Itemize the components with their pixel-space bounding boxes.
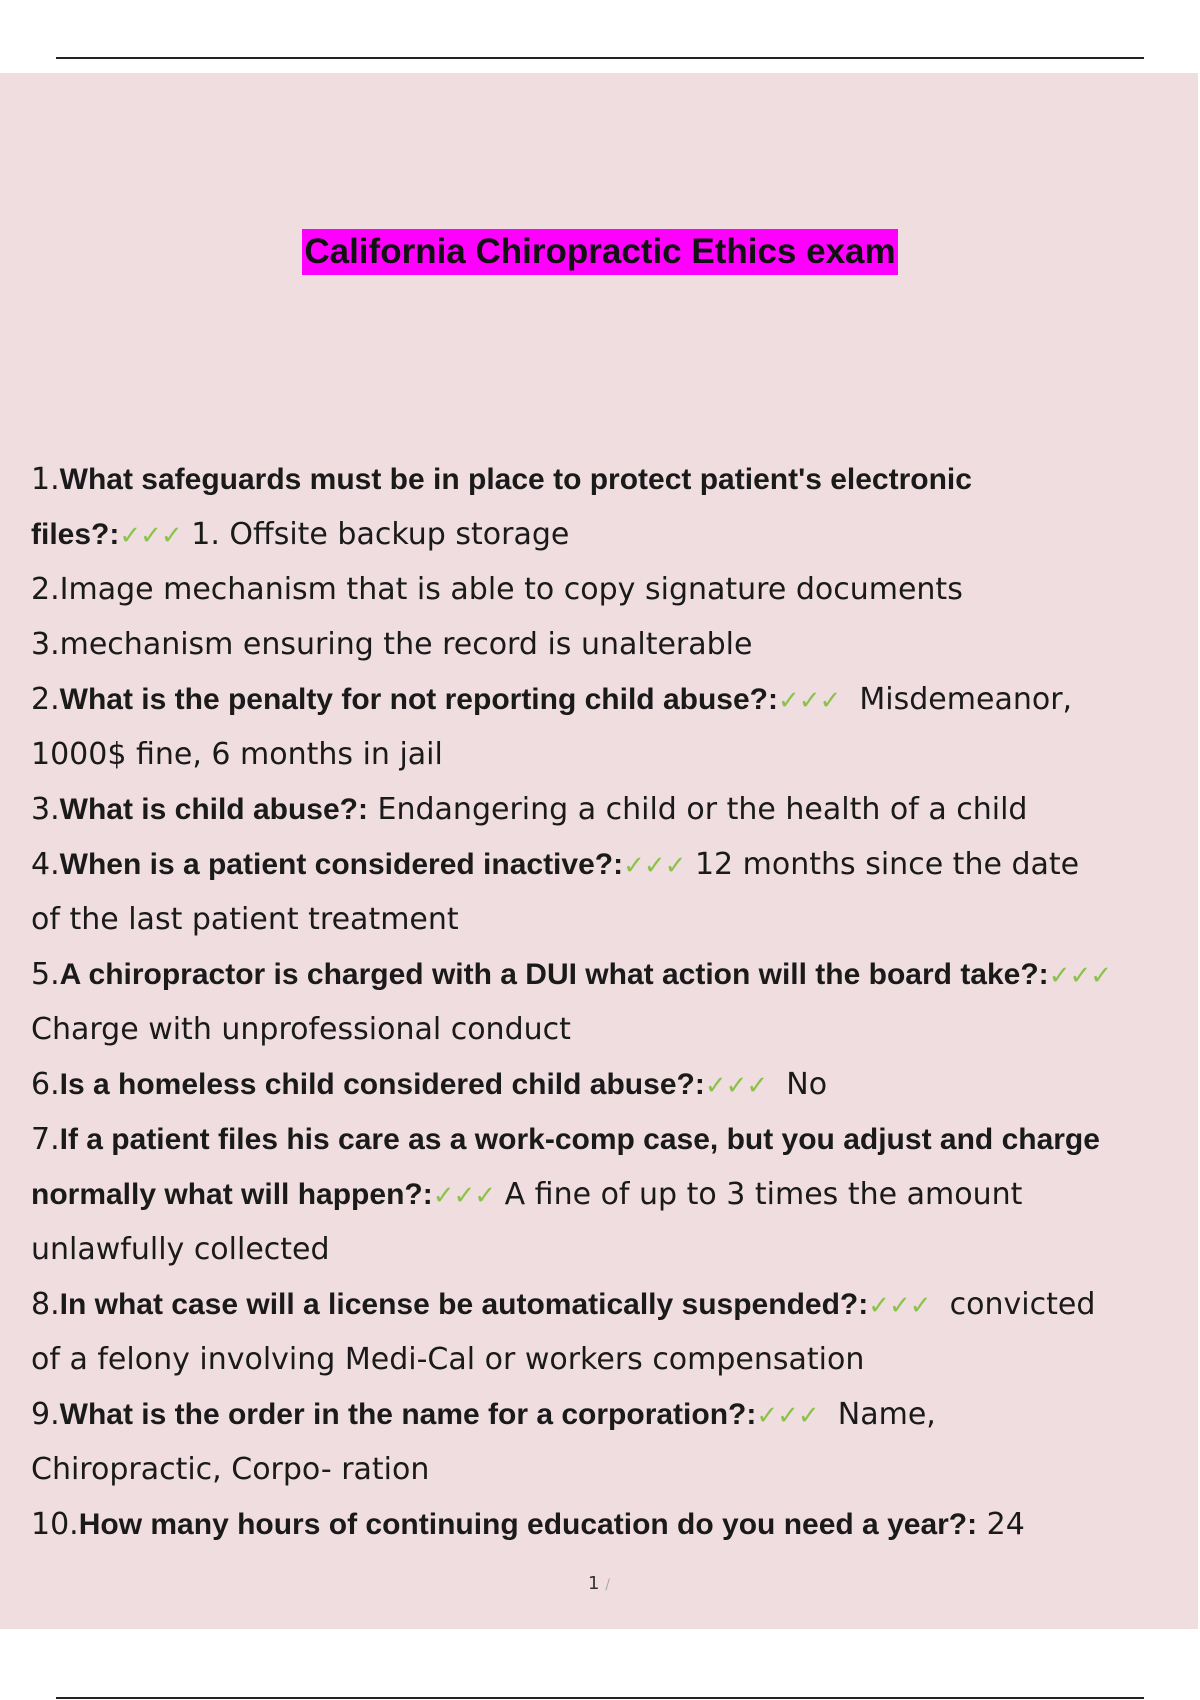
- question-text: Is a homeless child considered child abuse?:: [59, 1068, 705, 1101]
- item-number: 9.: [31, 1397, 60, 1432]
- answer-text: mechanism ensuring the record is unalterable: [59, 627, 753, 662]
- item-number: 2.: [31, 682, 60, 717]
- text-line: [31, 1387, 1181, 1442]
- answer-text: 1. Offsite backup storage: [181, 517, 570, 552]
- text-line: [31, 507, 1181, 562]
- answer-text: Charge with unprofessional conduct: [31, 1012, 571, 1047]
- text-line: [31, 1112, 1181, 1167]
- item-number: 2.: [31, 572, 60, 607]
- text-line: [31, 1167, 1181, 1222]
- text-line: [31, 452, 1181, 507]
- question-text: When is a patient considered inactive?:: [59, 848, 624, 881]
- text-line: [31, 782, 1181, 837]
- answer-text: A fine of up to 3 times the amount: [495, 1177, 1023, 1212]
- question-text: normally what will happen?:: [31, 1178, 433, 1211]
- text-line: [31, 837, 1181, 892]
- checkmark-icon: ✓✓✓: [623, 851, 686, 881]
- item-number: 6.: [31, 1067, 60, 1102]
- checkmark-icon: ✓✓✓: [756, 1401, 819, 1431]
- document-title: California Chiropractic Ethics exam: [302, 229, 897, 275]
- text-line: [31, 1057, 1181, 1112]
- top-rule: [56, 57, 1144, 59]
- page-number-value: 1: [588, 1573, 600, 1594]
- question-text: What is the penalty for not reporting child abuse?:: [59, 683, 778, 716]
- question-text: If a patient files his care as a work-comp case, but you adjust and charge: [59, 1123, 1100, 1156]
- text-line: [31, 892, 1181, 947]
- item-number: 1.: [31, 462, 60, 497]
- question-text: What is child abuse?:: [59, 793, 368, 826]
- item-number: 4.: [31, 847, 60, 882]
- text-line: [31, 1277, 1181, 1332]
- text-line: [31, 1497, 1181, 1552]
- answer-text: No: [767, 1067, 828, 1102]
- question-text: What is the order in the name for a corporation?:: [59, 1398, 757, 1431]
- checkmark-icon: ✓✓✓: [119, 521, 182, 551]
- answer-text: 12 months since the date: [685, 847, 1080, 882]
- checkmark-icon: ✓✓✓: [432, 1181, 496, 1211]
- question-text: A chiropractor is charged with a DUI what action will the board take?:: [59, 958, 1049, 991]
- question-text: How many hours of continuing education do you need a year?:: [78, 1508, 978, 1541]
- text-line: [31, 1332, 1181, 1387]
- question-text: files?:: [31, 518, 120, 551]
- question-list: [31, 452, 1181, 1552]
- answer-text: Image mechanism that is able to copy signature documents: [59, 572, 963, 607]
- answer-text: 24: [977, 1507, 1025, 1542]
- title-container: [0, 229, 1198, 275]
- text-line: [31, 727, 1181, 782]
- item-number: 3.: [31, 627, 60, 662]
- answer-text: of a felony involving Medi-Cal or workers compensation: [31, 1342, 865, 1377]
- question-text: What safeguards must be in place to protect patient's electronic: [59, 463, 972, 496]
- text-line: [31, 617, 1181, 672]
- answer-text: 1000$ fine, 6 months in jail: [31, 737, 443, 772]
- question-text: In what case will a license be automatically suspended?:: [59, 1288, 869, 1321]
- item-number: 3.: [31, 792, 60, 827]
- checkmark-icon: ✓✓✓: [704, 1071, 768, 1101]
- text-line: [31, 1002, 1181, 1057]
- answer-text: of the last patient treatment: [31, 902, 459, 937]
- page-number-slash: /: [605, 1577, 610, 1593]
- answer-text: Endangering a child or the health of a child: [368, 792, 1028, 827]
- text-line: [31, 562, 1181, 617]
- item-number: 10.: [31, 1507, 79, 1542]
- item-number: 8.: [31, 1287, 60, 1322]
- checkmark-icon: ✓✓✓: [868, 1291, 931, 1321]
- answer-text: Name,: [818, 1397, 936, 1432]
- text-line: [31, 947, 1181, 1002]
- answer-text: convicted: [930, 1287, 1096, 1322]
- text-line: [31, 672, 1181, 727]
- checkmark-icon: ✓✓✓: [1048, 961, 1112, 991]
- answer-text: Chiropractic, Corpo- ration: [31, 1452, 430, 1487]
- answer-text: unlawfully collected: [31, 1232, 330, 1267]
- document-page: [0, 73, 1198, 1629]
- checkmark-icon: ✓✓✓: [777, 686, 841, 716]
- item-number: 7.: [31, 1122, 60, 1157]
- item-number: 5.: [31, 957, 60, 992]
- text-line: [31, 1222, 1181, 1277]
- page-number: [0, 1573, 1198, 1594]
- bottom-rule: [56, 1697, 1144, 1699]
- text-line: [31, 1442, 1181, 1497]
- answer-text: Misdemeanor,: [840, 682, 1073, 717]
